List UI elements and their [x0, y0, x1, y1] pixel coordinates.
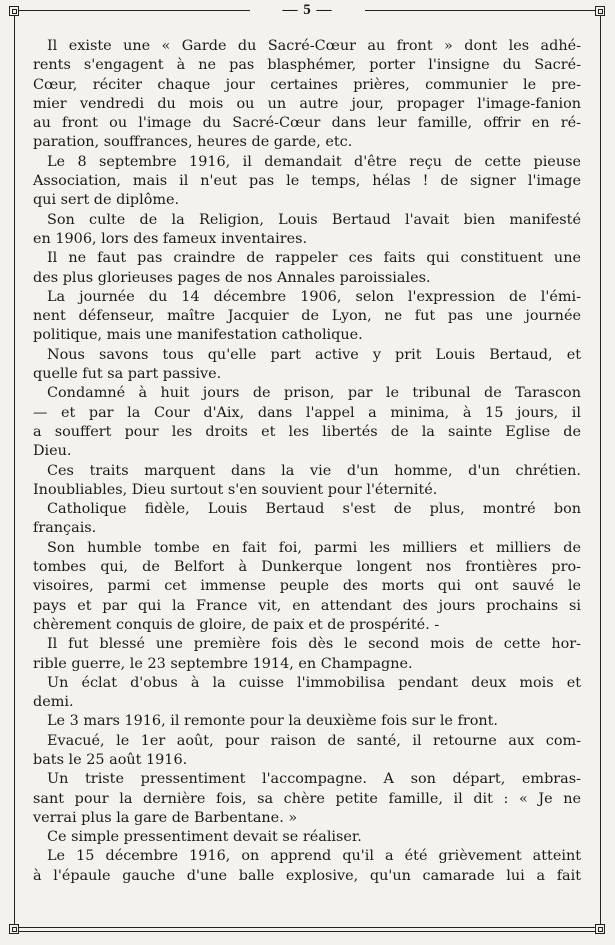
text-line: Le 15 décembre 1916, on apprend qu'il a été grièvement atteint	[47, 848, 581, 865]
text-line: Cœur, réciter chaque jour certaines prières, communier le pre-	[33, 76, 581, 93]
text-line: verrai plus la gare de Barbentane. »	[33, 809, 298, 826]
text-line: — et par la Cour d'Aix, dans l'appel a minima, à 15 jours, il	[33, 404, 581, 421]
text-line: rible guerre, le 23 septembre 1914, en Champagne.	[33, 655, 413, 672]
text-line: Il ne faut pas craindre de rappeler ces faits qui constituent une	[47, 250, 581, 267]
text-line: tombes qui, de Belfort à Dunkerque longent nos frontières pro-	[33, 559, 581, 576]
text-line: des plus glorieuses pages de nos Annales paroissiales.	[33, 269, 431, 286]
text-line: Catholique fidèle, Louis Bertaud s'est de plus, montré bon	[47, 501, 581, 518]
text-line: demi.	[33, 694, 74, 711]
frame-right-border	[600, 14, 601, 925]
text-line: en 1906, lors des fameux inventaires.	[33, 230, 308, 247]
text-line: Il fut blessé une première fois dès le second mois de cette hor-	[47, 636, 581, 653]
text-line: sant pour la dernière fois, sa chère petite famille, il dit : « Je ne	[33, 790, 581, 807]
text-line: français.	[33, 520, 97, 537]
text-line: Son humble tombe en fait foi, parmi les milliers et milliers de	[47, 539, 581, 556]
text-line: Association, mais il n'eut pas le temps, hélas ! de signer l'image	[33, 173, 581, 190]
corner-ornament-top-left	[9, 6, 19, 16]
text-line: au front ou l'image du Sacré-Cœur dans leur famille, offrir en ré-	[33, 115, 581, 132]
text-line: Condamné à huit jours de prison, par le tribunal de Tarascon	[47, 385, 581, 402]
text-line: Inoubliables, Dieu surtout s'en souvient pour l'éternité.	[33, 481, 438, 498]
text-line: a souffert pour les droits et les libertés de la sainte Eglise de	[33, 423, 581, 440]
text-line: Ces traits marquent dans la vie d'un homme, d'un chrétien.	[47, 462, 581, 479]
text-line: pays et par qui la France vit, en attendant des jours prochains si	[33, 597, 581, 614]
text-line: rents s'engagent à ne pas blasphémer, porter l'insigne du Sacré-	[33, 57, 581, 74]
text-line: Son culte de la Religion, Louis Bertaud l'avait bien manifesté	[47, 211, 581, 228]
body-text	[33, 37, 581, 886]
text-line: chèrement conquis de gloire, de paix et de prospérité. -	[33, 616, 440, 633]
corner-ornament-bottom-right	[595, 924, 605, 934]
frame-left-border	[14, 14, 15, 925]
text-line: mier vendredi du mois ou un autre jour, propager l'image-fanion	[33, 95, 581, 112]
text-line: Evacué, le 1er août, pour raison de santé, il retourne aux com-	[47, 732, 581, 749]
bottom-rule	[14, 927, 601, 928]
page-number: — 5 —	[282, 2, 333, 18]
text-line: Nous savons tous qu'elle part active y prit Louis Bertaud, et	[47, 346, 581, 363]
corner-ornament-top-right	[595, 6, 605, 16]
text-line: qui sert de diplôme.	[33, 192, 180, 209]
text-line: visoires, parmi cet immense peuple des morts qui ont sauvé le	[33, 578, 581, 595]
text-line: bats le 25 août 1916.	[33, 751, 188, 768]
text-line: politique, mais une manifestation catholique.	[33, 327, 363, 344]
text-line: Ce simple pressentiment devait se réaliser.	[47, 829, 362, 846]
text-line: Un triste pressentiment l'accompagne. A son départ, embras-	[47, 771, 581, 788]
text-line: quelle fut sa part passive.	[33, 366, 222, 383]
corner-ornament-bottom-left	[9, 924, 19, 934]
text-line: Il existe une « Garde du Sacré-Cœur au front » dont les adhé-	[47, 38, 581, 54]
text-line: à l'épaule gauche d'une balle explosive, qu'un camarade lui a fait	[33, 867, 581, 884]
text-line: Dieu.	[33, 443, 72, 460]
text-line: Le 3 mars 1916, il remonte pour la deuxième fois sur le front.	[47, 713, 499, 730]
text-line: Le 8 septembre 1916, il demandait d'être reçu de cette pieuse	[47, 153, 581, 170]
bottom-rule-inner	[14, 931, 601, 932]
text-line: La journée du 14 décembre 1906, selon l'expression de l'émi-	[47, 288, 581, 305]
text-line: Un éclat d'obus à la cuisse l'immobilisa pendant deux mois et	[47, 674, 581, 691]
text-line: paration, souffrances, heures de garde, etc.	[33, 134, 353, 151]
top-rule-right	[365, 10, 601, 11]
text-line: nent défenseur, maître Jacquier de Lyon, ne fut pas une journée	[33, 308, 581, 325]
